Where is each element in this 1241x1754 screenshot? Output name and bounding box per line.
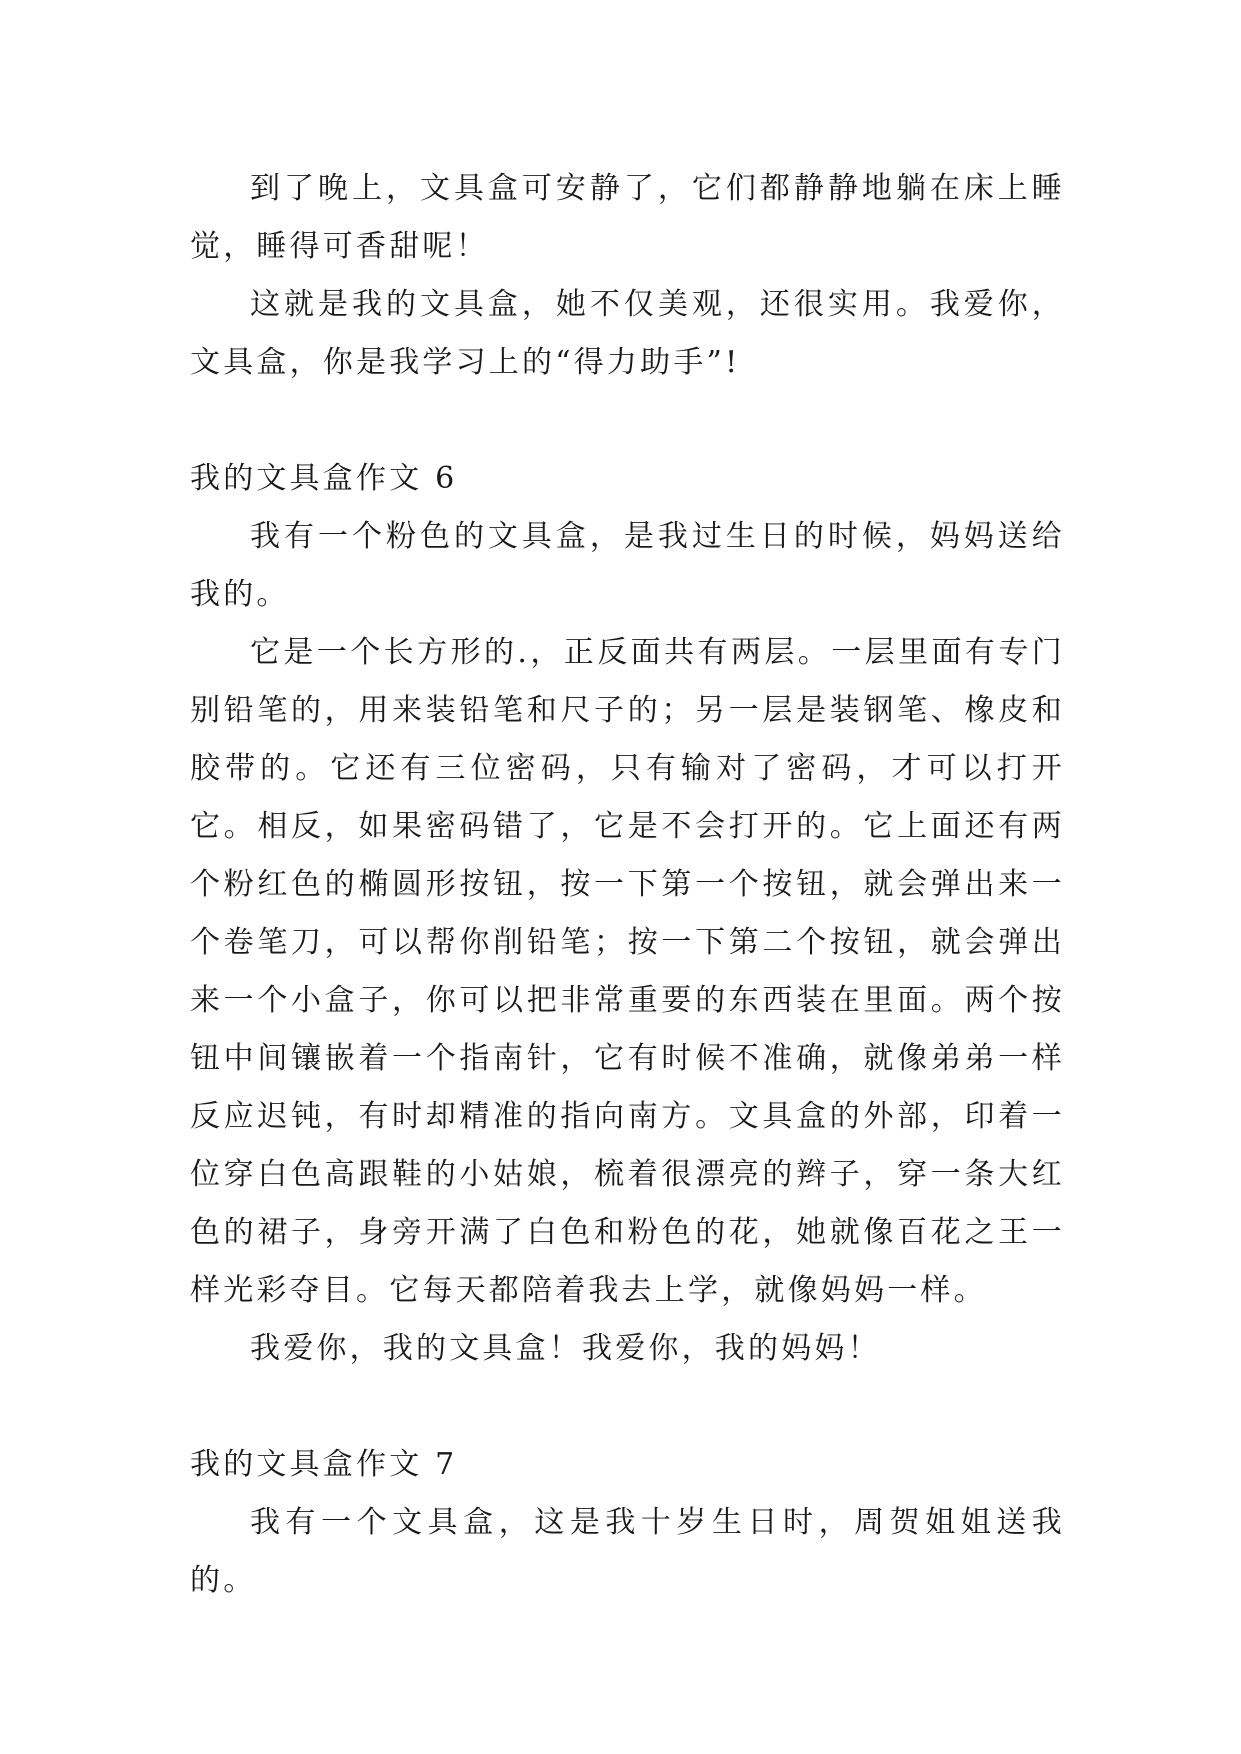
section-spacer [190, 392, 1065, 450]
section-title: 我的文具盒作文 7 [190, 1447, 458, 1482]
paragraph: 我爱你，我的文具盒！我爱你，我的妈妈！ [250, 1331, 881, 1366]
paragraph: 它是一个长方形的.，正反面共有两层。一层里面有专门别铅笔的，用来装铅笔和尺子的；另一层是装钢笔、橡皮和胶带的。它还有三位密码，只有输对了密码，才可以打开它。相反，如果密码错了，它是不会打开的。它上面还有两个粉红色的椭圆形按钮，按一下第一个按钮，就会弹出来一个卷笔刀，可以帮你削铅笔；按一下第二个按钮，就会弹出来一个小盒子，你可以把非常重要的东西装在里面。两个按钮中间镶嵌着一个指南针，它有时候不准确，就像弟弟一样反应迟钝，有时却精准的指向南方。文具盒的外部，印着一位穿白色高跟鞋的小姑娘，梳着很漂亮的辫子，穿一条大红色的裙子，身旁开满了白色和粉色的花，她就像百花之王一样光彩夺目。它每天都陪着我去上学，就像妈妈一样。 [190, 635, 1065, 1308]
paragraph: 我有一个粉色的文具盒，是我过生日的时候，妈妈送给我的。 [190, 519, 1065, 612]
paragraph: 我有一个文具盒，这是我十岁生日时，周贺姐姐送我的。 [190, 1505, 1065, 1598]
section-spacer [190, 1378, 1065, 1436]
section-title: 我的文具盒作文 6 [190, 461, 458, 496]
paragraph: 这就是我的文具盒，她不仅美观，还很实用。我爱你，文具盒，你是我学习上的“得力助手”! [190, 287, 1065, 380]
document-page [190, 160, 1065, 1610]
paragraph: 到了晚上，文具盒可安静了，它们都静静地躺在床上睡觉，睡得可香甜呢！ [190, 171, 1065, 264]
